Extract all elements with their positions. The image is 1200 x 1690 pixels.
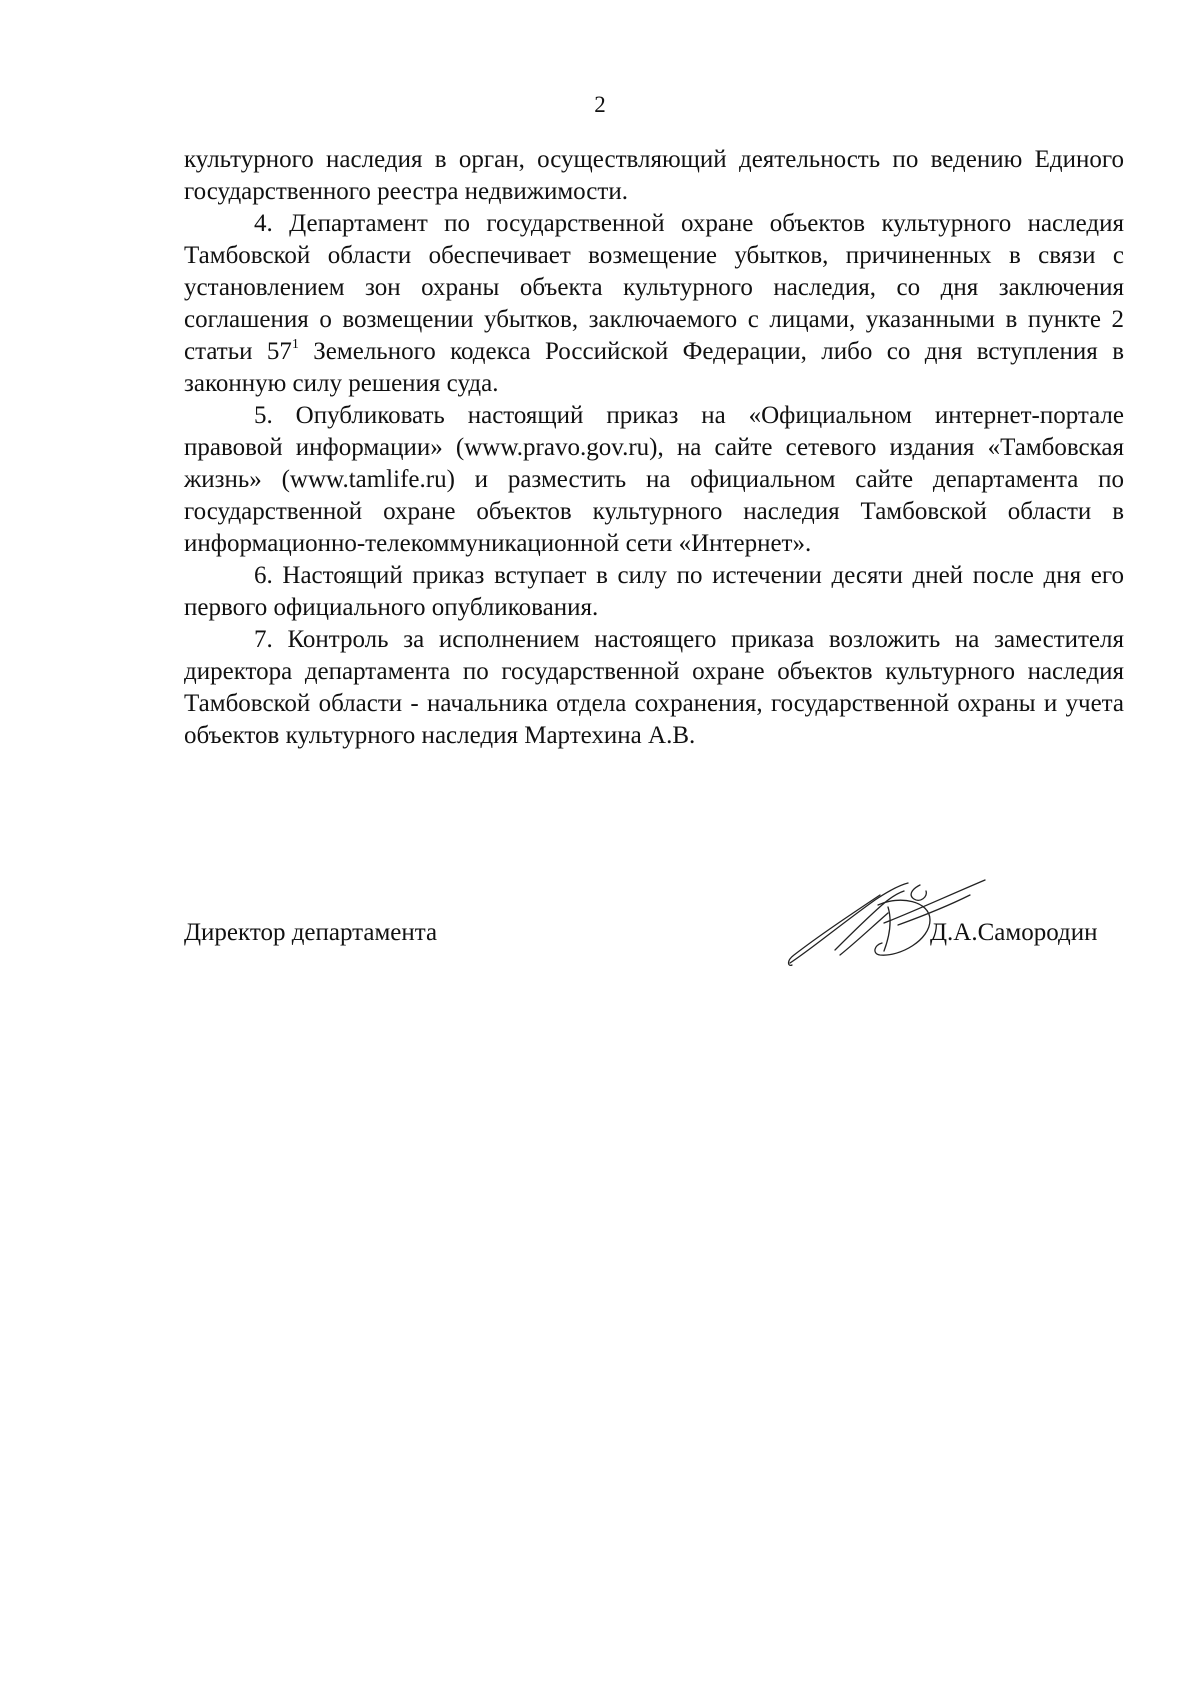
superscript-article-index: 1 [291,337,299,352]
paragraph-text-continued: Земельного кодекса Российской Федерации, либо со дня вступления в законную силу решения суда. [184,338,1125,397]
paragraph-continuation [184,144,1124,208]
paragraph-item-7 [184,624,1124,752]
document-body [184,144,1124,752]
signatory-position: Директор департамента [184,919,438,946]
paragraph-item-6 [184,560,1124,624]
page-number: 2 [594,92,606,117]
paragraph-text: культурного наследия в орган, осуществляющий деятельность по ведению Единого государственного реестра недвижимости. [184,146,1124,205]
paragraph-text: 5. Опубликовать настоящий приказ на «Официальном интернет-портале правовой информации» (www.pravo.gov.ru), на сайте сетевого издания «Тамбовская жизнь» (www.tamlife.ru) и разместить на официальном сайте департамента по государственной охране объектов культурного наследия Тамбовской области в информационно-телекоммуникационной сети «Интернет». [184,402,1124,557]
paragraph-item-4 [184,208,1124,400]
paragraph-text: 7. Контроль за исполнением настоящего приказа возложить на заместителя директора департамента по государственной охране объектов культурного наследия Тамбовской области - начальника отдела сохранения, государственной охраны и учета объектов культурного наследия Мартехина А.В. [184,626,1124,749]
paragraph-text: 6. Настоящий приказ вступает в силу по истечении десяти дней после дня его первого официального опубликования. [184,562,1124,621]
paragraph-text: 4. Департамент по государственной охране объектов культурного наследия Тамбовской области обеспечивает возмещение убытков, причиненных в связи с установлением зон охраны объекта культурного наследия, со дня заключения соглашения о возмещении убытков, заключаемого с лицами, указанными в пункте 2 статьи 57 [184,210,1124,365]
signatory-name: Д.А.Самородин [930,919,1098,946]
paragraph-item-5 [184,400,1124,560]
